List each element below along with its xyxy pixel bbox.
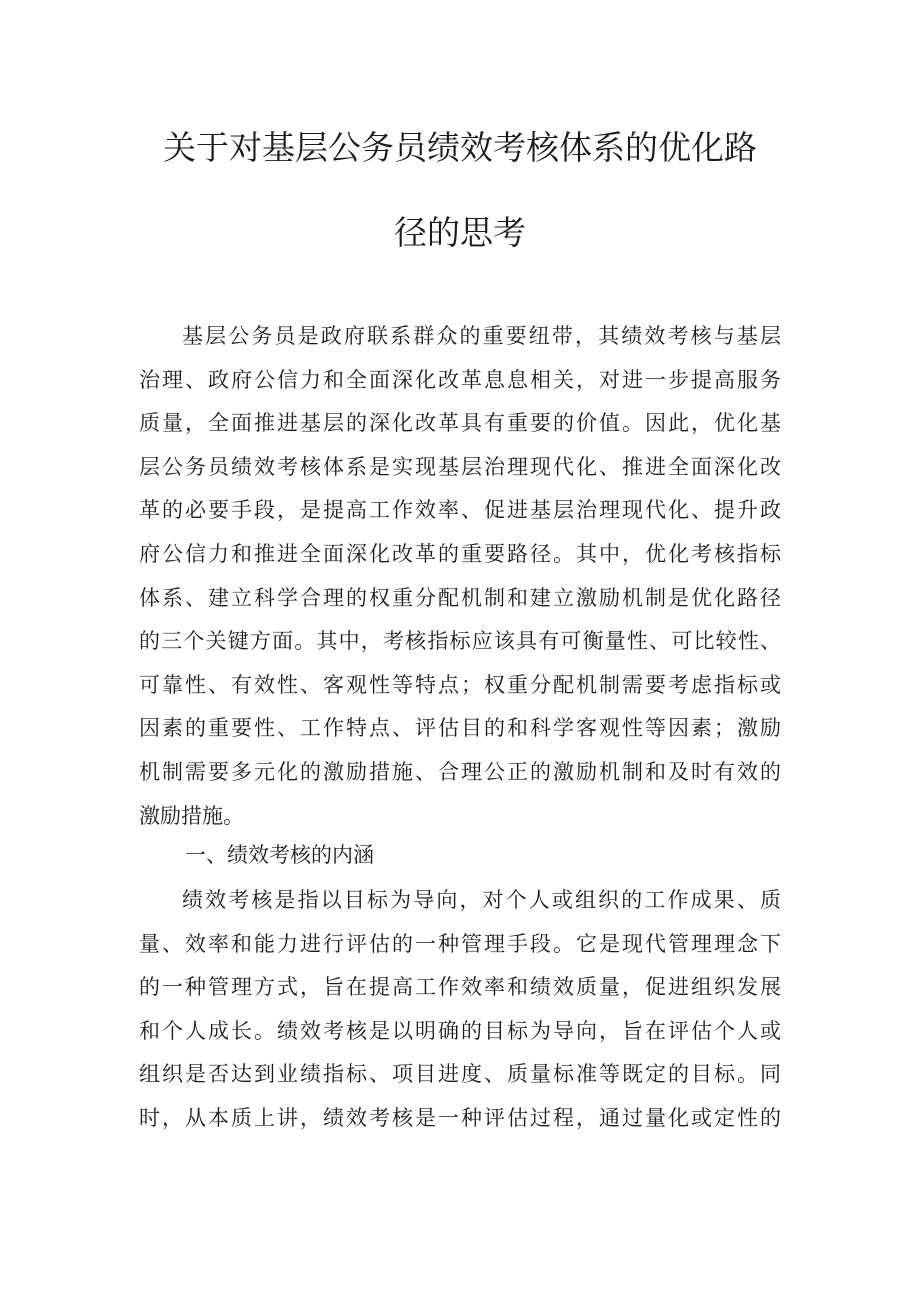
paragraph-line: 因素的重要性、工作特点、评估目的和科学客观性等因素；激励 <box>139 716 781 741</box>
paragraph-line: 的三个关键方面。其中，考核指标应该具有可衡量性、可比较性、 <box>139 629 781 654</box>
paragraph-line: 机制需要多元化的激励措施、合理公正的激励机制和及时有效的 <box>139 759 781 784</box>
paragraph-line: 革的必要手段，是提高工作效率、促进基层治理现代化、提升政 <box>139 498 781 523</box>
paragraph-intro <box>139 315 781 838</box>
paragraph-line: 和个人成长。绩效考核是以明确的目标为导向，旨在评估个人或 <box>139 1018 781 1043</box>
paragraph-line: 质量，全面推进基层的深化改革具有重要的价值。因此，优化基 <box>139 411 781 436</box>
paragraph-line: 激励措施。 <box>139 803 244 828</box>
section-heading: 一、绩效考核的内涵 <box>185 843 374 867</box>
paragraph-line: 可靠性、有效性、客观性等特点；权重分配机制需要考虑指标或 <box>139 672 781 697</box>
paragraph-line: 量、效率和能力进行评估的一种管理手段。它是现代管理理念下 <box>139 931 781 956</box>
paragraph-line: 的一种管理方式，旨在提高工作效率和绩效质量，促进组织发展 <box>139 975 781 1000</box>
paragraph-line: 治理、政府公信力和全面深化改革息息相关，对进一步提高服务 <box>139 367 781 392</box>
paragraph-line: 时，从本质上讲，绩效考核是一种评估过程，通过量化或定性的 <box>139 1105 781 1130</box>
paragraph-line: 层公务员绩效考核体系是实现基层治理现代化、推进全面深化改 <box>139 454 781 479</box>
document-title-line-1: 关于对基层公务员绩效考核体系的优化路 <box>163 128 757 167</box>
paragraph-section1 <box>139 879 781 1141</box>
paragraph-line: 组织是否达到业绩指标、项目进度、质量标准等既定的目标。同 <box>139 1062 781 1087</box>
document-title-line-2: 径的思考 <box>394 213 526 252</box>
paragraph-line: 体系、建立科学合理的权重分配机制和建立激励机制是优化路径 <box>139 585 781 610</box>
paragraph-line: 基层公务员是政府联系群众的重要纽带，其绩效考核与基层 <box>182 324 781 348</box>
paragraph-line: 府公信力和推进全面深化改革的重要路径。其中，优化考核指标 <box>139 541 781 566</box>
paragraph-line: 绩效考核是指以目标为导向，对个人或组织的工作成果、质 <box>182 888 781 912</box>
